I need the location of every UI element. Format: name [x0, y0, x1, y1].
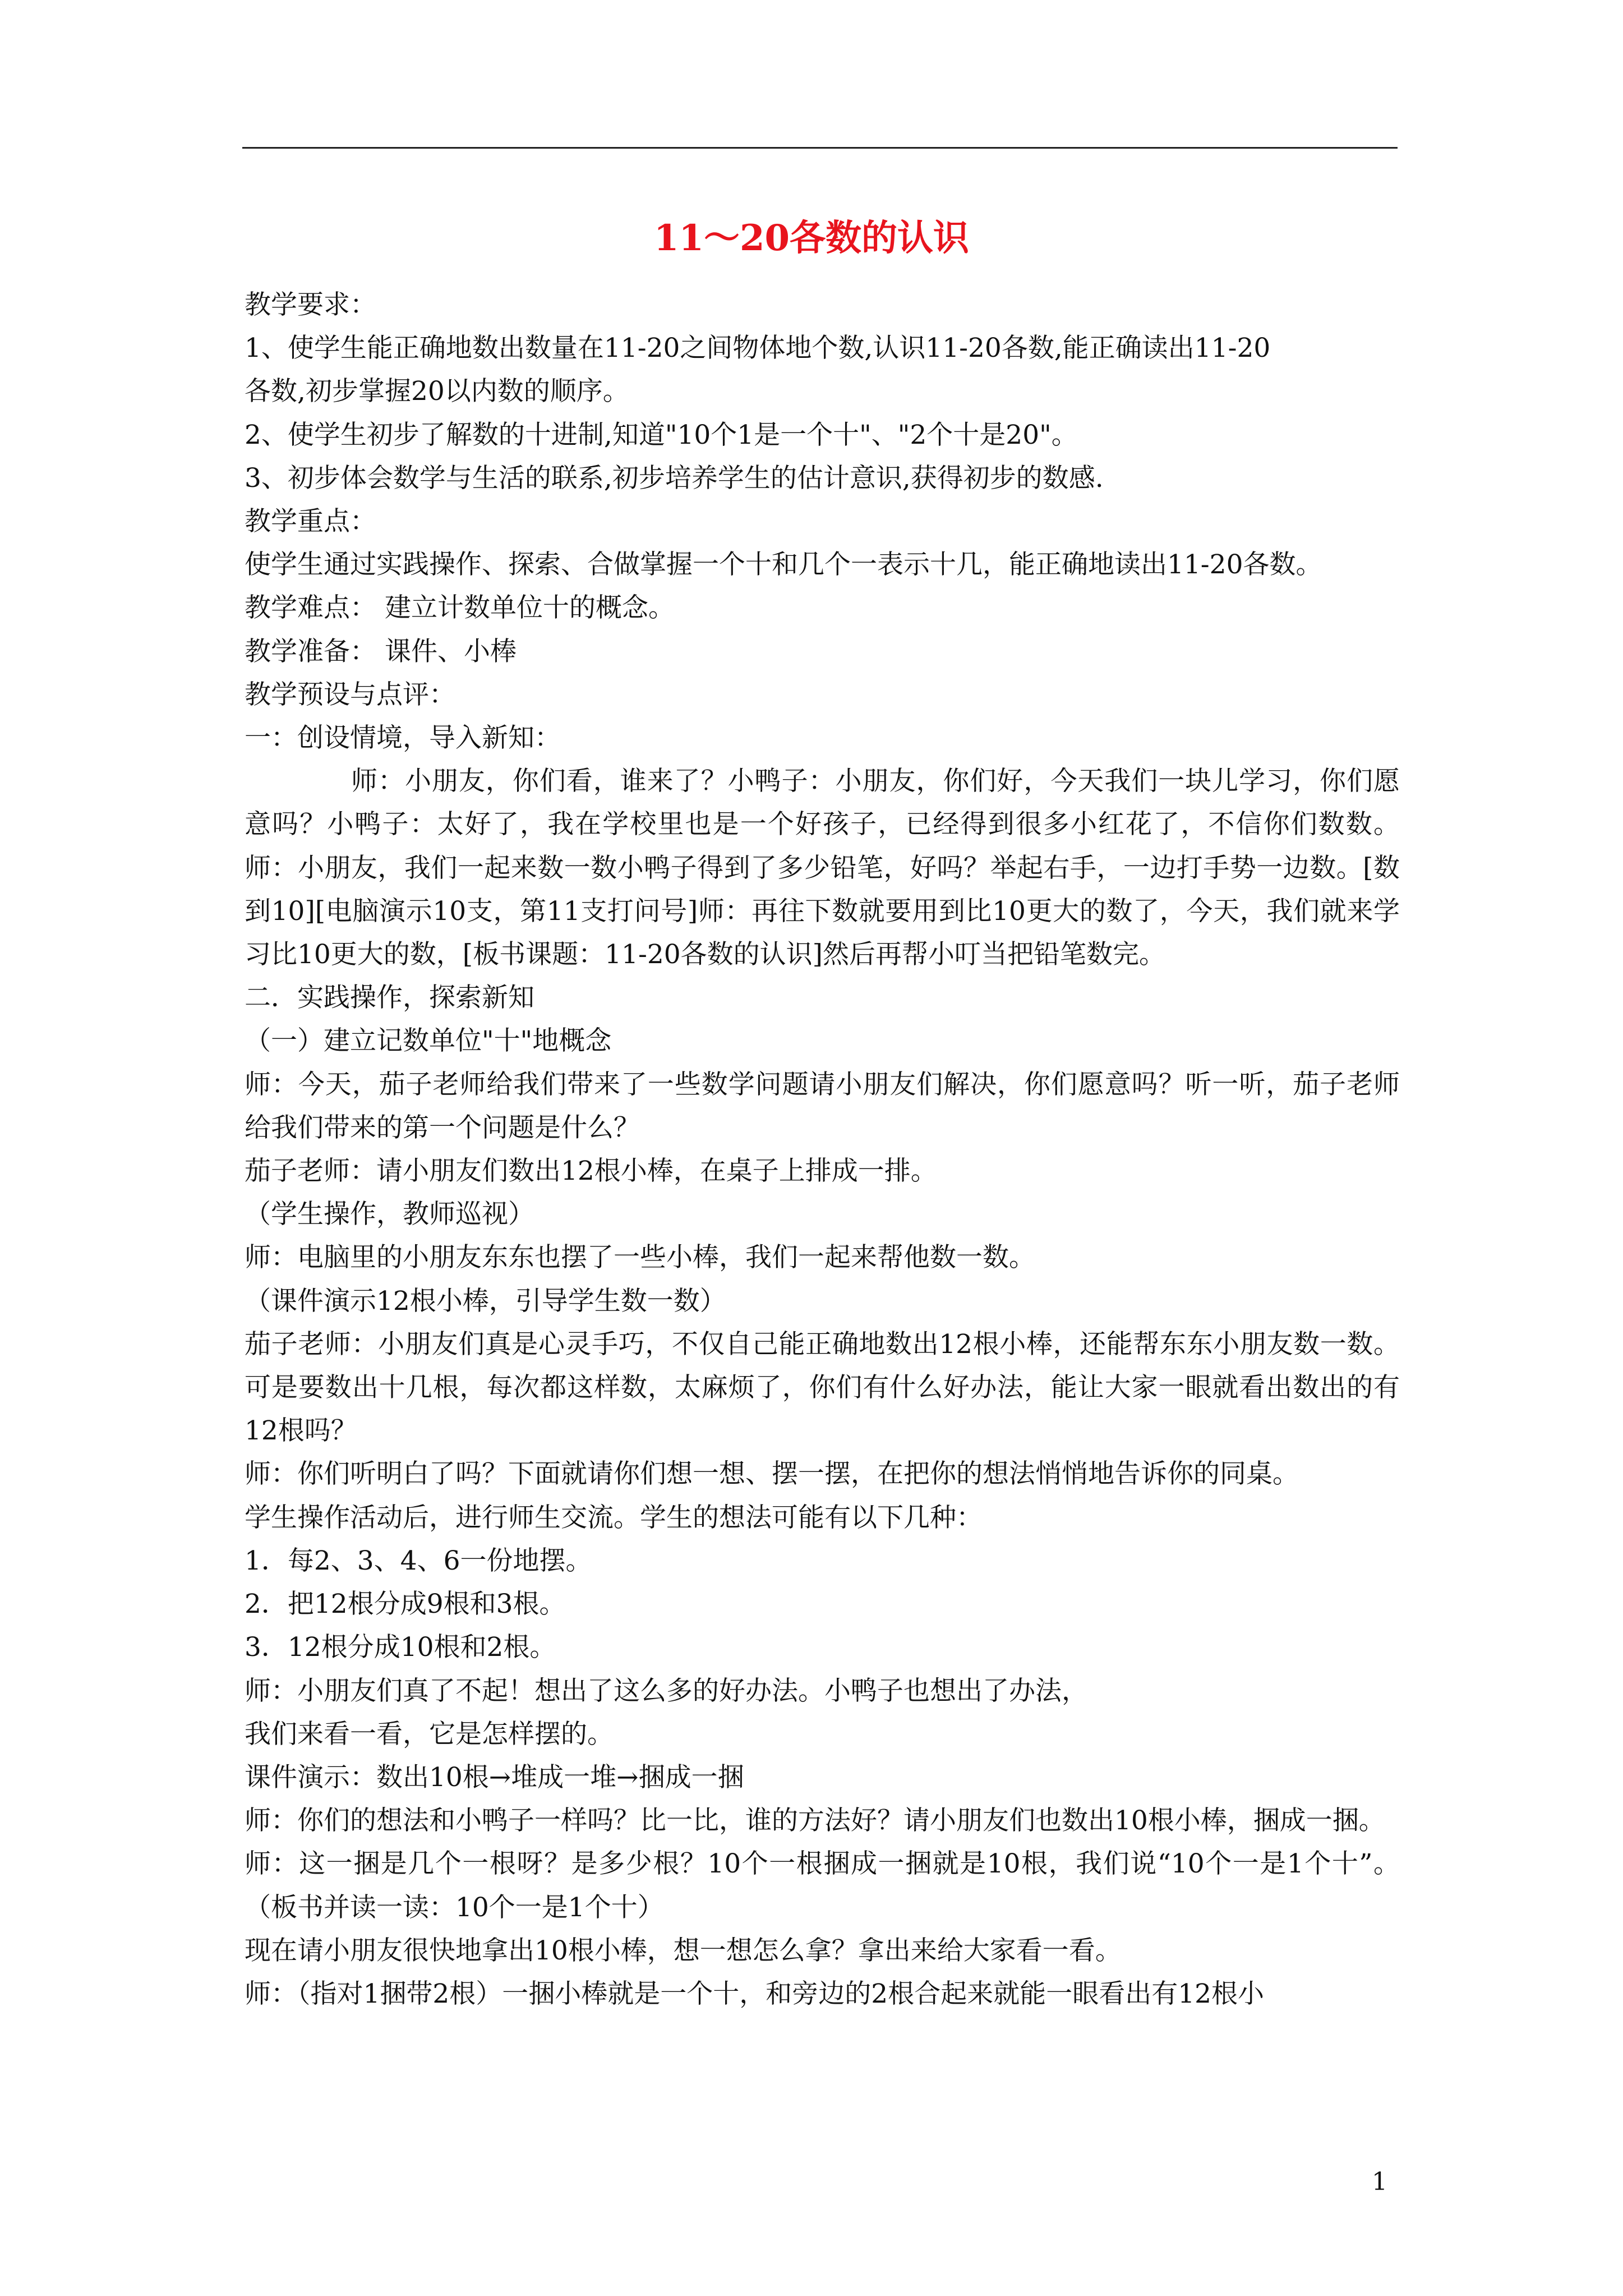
paragraph-line: 茄子老师：小朋友们真是心灵手巧，不仅自己能正确地数出12根小棒，还能帮东东小朋友数一数。可是要数出十几根，每次都这样数，太麻烦了，你们有什么好办法，能让大家一眼就看出数出的有12根吗？ — [245, 1328, 1400, 1447]
paragraph-line: 师：小朋友们真了不起！想出了这么多的好办法。小鸭子也想出了办法， — [245, 1675, 1088, 1706]
list-item: 1．每2、3、4、6一份地摆。 — [245, 1545, 592, 1576]
paragraph-line: 师：你们的想法和小鸭子一样吗？比一比，谁的方法好？请小朋友们也数出10根小棒，捆成一捆。 — [245, 1805, 1385, 1837]
section-heading-difficulty: 教学难点： 建立计数单位十的概念。 — [245, 592, 675, 624]
paragraph-line: 师：这一捆是几个一根呀？是多少根？10个一根捆成一捆就是10根，我们说“10个一是1个十”。（板书并读一读：10个一是1个十） — [245, 1848, 1400, 1923]
paragraph-line: 茄子老师：请小朋友们数出12根小棒，在桌子上排成一排。 — [245, 1156, 937, 1187]
paragraph-line: 我们来看一看，它是怎样摆的。 — [245, 1718, 614, 1750]
paragraph-line: 师：（指对1捆带2根）一捆小棒就是一个十，和旁边的2根合起来就能一眼看出有12根小 — [245, 1978, 1265, 2009]
paragraph-line: 1、使学生能正确地数出数量在11-20之间物体地个数,认识11-20各数,能正确读出11-20 — [245, 333, 1271, 364]
subsection-heading: （一）建立记数单位"十"地概念 — [245, 1025, 612, 1057]
paragraph-line: 师：今天，茄子老师给我们带来了一些数学问题请小朋友们解决，你们愿意吗？听一听，茄子老师给我们带来的第一个问题是什么？ — [245, 1069, 1400, 1143]
paragraph-line: 3、初步体会数学与生活的联系,初步培养学生的估计意识,获得初步的数感. — [245, 462, 1104, 494]
list-item: 3．12根分成10根和2根。 — [245, 1632, 556, 1663]
paragraph-line: 师：电脑里的小朋友东东也摆了一些小棒，我们一起来帮他数一数。 — [245, 1242, 1035, 1273]
page-number: 1 — [1372, 2168, 1387, 2196]
paragraph-line: （课件演示12根小棒，引导学生数一数） — [245, 1285, 726, 1317]
section-heading-preparation: 教学准备： 课件、小棒 — [245, 636, 517, 667]
section-heading-part-two: 二．实践操作，探索新知 — [245, 982, 534, 1014]
paragraph-line: 学生操作活动后，进行师生交流。学生的想法可能有以下几种： — [245, 1502, 983, 1533]
list-item: 2．把12根分成9根和3根。 — [245, 1589, 566, 1620]
paragraph-line: 课件演示：数出10根→堆成一堆→捆成一捆 — [245, 1761, 744, 1793]
paragraph-intro-dialogue: 师：小朋友，你们看，谁来了？小鸭子：小朋友，你们好，今天我们一块儿学习，你们愿意吗？小鸭子：太好了，我在学校里也是一个好孩子，已经得到很多小红花了，不信你们数数。师：小朋友，我们一起来数一数小鸭子得到了多少铅笔，好吗？举起右手，一边打手势一边数。[数到10][电脑演示10支，第11支打问号]师：再往下数就要用到比10更大的数了，今天，我们就来学习比10更大的数，[板书课题：11-20各数的认识]然后再帮小叮当把铅笔数完。 — [245, 766, 1400, 970]
section-heading-key-points: 教学重点： — [245, 506, 376, 537]
section-heading-requirements: 教学要求： — [245, 289, 376, 320]
paragraph-line: 2、使学生初步了解数的十进制,知道"10个1是一个十"、"2个十是20"。 — [245, 419, 1078, 450]
paragraph-line: 师：你们听明白了吗？下面就请你们想一想、摆一摆，在把你的想法悄悄地告诉你的同桌。 — [245, 1458, 1299, 1490]
header-rule — [242, 147, 1398, 149]
section-heading-preset: 教学预设与点评： — [245, 679, 455, 710]
document-title: 11～20各数的认识 — [653, 217, 970, 259]
paragraph-line: 现在请小朋友很快地拿出10根小棒，想一想怎么拿？拿出来给大家看一看。 — [245, 1935, 1122, 1966]
paragraph-line: 使学生通过实践操作、探索、合做掌握一个十和几个一表示十几，能正确地读出11-20各数。 — [245, 549, 1322, 581]
paragraph-line: （学生操作，教师巡视） — [245, 1199, 534, 1230]
section-heading-part-one: 一：创设情境，导入新知： — [245, 723, 561, 754]
paragraph-line: 各数,初步掌握20以内数的顺序。 — [245, 376, 629, 407]
document-body — [245, 283, 1400, 2016]
